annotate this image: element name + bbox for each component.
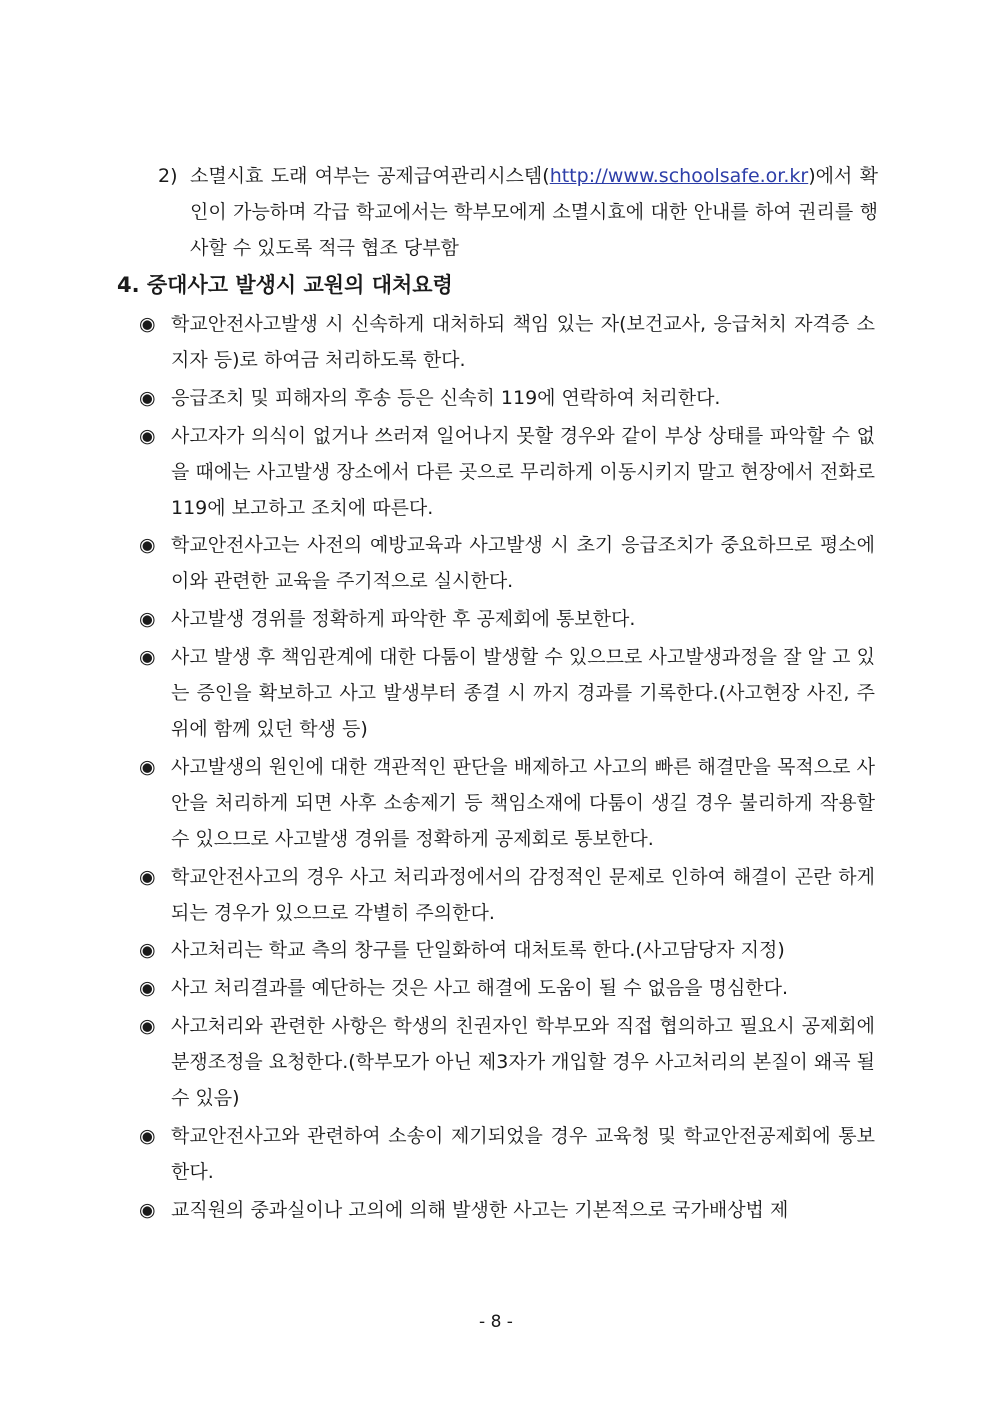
bullet-text: 학교안전사고의 경우 사고 처리과정에서의 감정적인 문제로 인하여 해결이 곤란 하게 되는 경우가 있으므로 각별히 주의한다. — [171, 865, 875, 924]
schoolsafe-link[interactable]: http://www.schoolsafe.or.kr — [549, 165, 809, 187]
list-item — [139, 419, 875, 527]
bullet-text: 학교안전사고와 관련하여 소송이 제기되었을 경우 교육청 및 학교안전공제회에 통보 한다. — [171, 1124, 875, 1183]
list-item — [139, 640, 875, 748]
bullet-marker: ◉ — [139, 939, 156, 962]
bullet-marker: ◉ — [139, 1015, 156, 1038]
bullet-text: 사고처리는 학교 측의 창구를 단일화하여 대처토록 한다.(사고담당자 지정) — [171, 939, 785, 962]
bullet-list — [139, 307, 875, 1231]
bullet-text: 사고 처리결과를 예단하는 것은 사고 해결에 도움이 될 수 없음을 명심한다. — [171, 977, 789, 1000]
list-item — [139, 1119, 875, 1191]
list-item — [139, 971, 875, 1007]
intro-number: 2) — [158, 165, 178, 187]
bullet-marker: ◉ — [139, 865, 156, 888]
list-item — [139, 750, 875, 858]
list-item — [139, 307, 875, 379]
list-item — [139, 528, 875, 600]
list-item — [139, 1009, 875, 1117]
bullet-marker: ◉ — [139, 313, 156, 335]
bullet-marker: ◉ — [139, 755, 156, 778]
list-item — [139, 860, 875, 932]
bullet-text: 학교안전사고는 사전의 예방교육과 사고발생 시 초기 응급조치가 중요하므로 평소에 이와 관련한 교육을 주기적으로 실시한다. — [171, 534, 875, 593]
page-number: - 8 - — [479, 1312, 513, 1332]
bullet-text: 사고처리와 관련한 사항은 학생의 친권자인 학부모와 직접 협의하고 필요시 공제회에 분쟁조정을 요청한다.(학부모가 아닌 제3자가 개입할 경우 사고처리의 본질이 왜곡 될 수 있음) — [171, 1015, 875, 1110]
bullet-text: 사고자가 의식이 없거나 쓰러져 일어나지 못할 경우와 같이 부상 상태를 파악할 수 없을 때에는 사고발생 장소에서 다른 곳으로 무리하게 이동시키지 말고 현장에서 전화로 119에 보고하고 조치에 따른다. — [171, 424, 875, 519]
intro-text-before-link: 소멸시효 도래 여부는 공제급여관리시스템( — [190, 165, 550, 187]
bullet-text: 사고 발생 후 책임관계에 대한 다툼이 발생할 수 있으므로 사고발생과정을 잘 알 고 있는 증인을 확보하고 사고 발생부터 종결 시 까지 경과를 기록한다.(사고현장 사진, 주위에 함께 있던 학생 등) — [171, 646, 875, 740]
bullet-marker: ◉ — [139, 534, 156, 557]
bullet-marker: ◉ — [139, 608, 156, 631]
list-item — [139, 933, 875, 969]
section-heading: 4. 중대사고 발생시 교원의 대처요령 — [117, 273, 453, 297]
intro-text — [190, 158, 878, 266]
bullet-text: 교직원의 중과실이나 고의에 의해 발생한 사고는 기본적으로 국가배상법 제 — [171, 1198, 789, 1221]
bullet-marker: ◉ — [139, 424, 156, 447]
bullet-marker: ◉ — [139, 386, 156, 409]
list-item — [139, 381, 875, 417]
bullet-marker: ◉ — [139, 1124, 156, 1147]
bullet-text: 학교안전사고발생 시 신속하게 대처하되 책임 있는 자(보건교사, 응급처치 자격증 소지자 등)로 하여금 처리하도록 한다. — [171, 313, 875, 371]
bullet-marker: ◉ — [139, 977, 156, 1000]
bullet-text: 사고발생의 원인에 대한 객관적인 판단을 배제하고 사고의 빠른 해결만을 목적으로 사안을 처리하게 되면 사후 소송제기 등 책임소재에 다툼이 생길 경우 불리하게 작용할 수 있으므로 사고발생 경위를 정확하게 공제회로 통보한다. — [171, 755, 875, 850]
bullet-text: 응급조치 및 피해자의 후송 등은 신속히 119에 연락하여 처리한다. — [171, 386, 721, 409]
intro-text-after-link: )에서 확인이 가능하며 각급 학교에서는 학부모에게 소멸시효에 대한 안내를 하여 권리를 행사할 수 있도록 적극 협조 당부함 — [190, 165, 879, 259]
intro-paragraph — [158, 158, 878, 266]
list-item — [139, 1193, 875, 1229]
bullet-marker: ◉ — [139, 1198, 156, 1221]
list-item — [139, 602, 875, 638]
bullet-marker: ◉ — [139, 646, 156, 669]
bullet-text: 사고발생 경위를 정확하게 파악한 후 공제회에 통보한다. — [171, 608, 636, 631]
